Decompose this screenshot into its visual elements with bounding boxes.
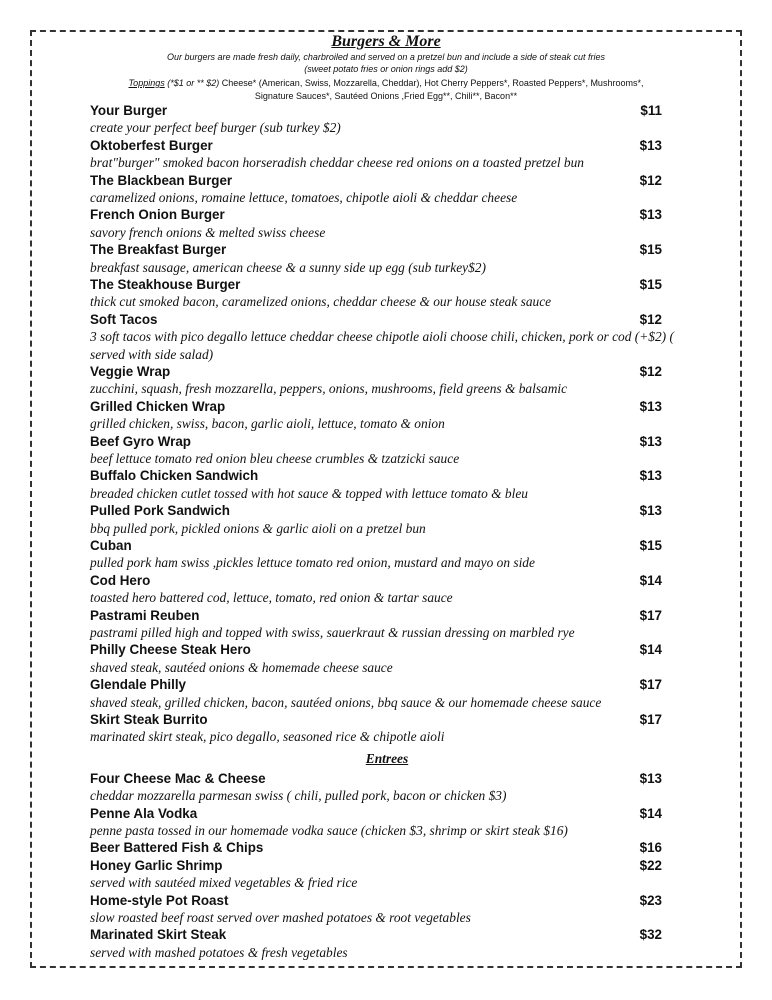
menu-item-description: brat"burger" smoked bacon horseradish cheddar cheese red onions on a toasted pretzel bun <box>90 155 584 171</box>
menu-item-name: Philly Cheese Steak Hero <box>90 642 251 658</box>
menu-item-description: shaved steak, grilled chicken, bacon, sautéed onions, bbq sauce & our homemade cheese sauce <box>90 694 602 710</box>
toppings-line2: Signature Sauces*, Sautéed Onions ,Fried Egg**, Chili**, Bacon** <box>254 91 518 101</box>
menu-item-price: $13 <box>639 137 662 153</box>
menu-item-description: shaved steak, sautéed onions & homemade cheese sauce <box>90 659 393 675</box>
menu-item-name: Oktoberfest Burger <box>90 137 213 153</box>
toppings-price-note: (*$1 or ** $2) <box>167 78 220 88</box>
section-title-entrees: Entrees <box>365 750 409 766</box>
menu-item <box>90 137 690 172</box>
menu-item-name: Your Burger <box>90 103 168 118</box>
menu-item-name: Skirt Steak Burrito <box>90 711 208 727</box>
menu-item-price: $13 <box>639 503 662 519</box>
menu-item-name: Four Cheese Mac & Cheese <box>90 770 266 786</box>
menu-item-name: The Steakhouse Burger <box>90 276 241 292</box>
menu-item-name: Cod Hero <box>90 572 151 588</box>
menu-item-name: Honey Garlic Shrimp <box>90 857 223 873</box>
menu-item-description: marinated skirt steak, pico degallo, seasoned rice & chipotle aioli <box>90 729 445 745</box>
menu-item-price: $15 <box>639 242 662 258</box>
menu-item <box>90 433 690 468</box>
menu-item <box>90 363 690 398</box>
menu-item-description: pastrami pilled high and topped with swiss, sauerkraut & russian dressing on marbled rye <box>90 624 575 640</box>
menu-item <box>90 805 690 840</box>
menu-item-price: $16 <box>639 840 662 856</box>
toppings-line1 <box>32 77 740 90</box>
menu-item <box>90 172 690 207</box>
menu-item-price: $11 <box>640 103 662 118</box>
menu-item-description: pulled pork ham swiss ,pickles lettuce tomato red onion, mustard and mayo on side <box>90 555 535 571</box>
menu-item-description: grilled chicken, swiss, bacon, garlic aioli, lettuce, tomato & onion <box>90 416 445 432</box>
menu-item-name: Glendale Philly <box>90 677 186 693</box>
menu-item <box>90 857 690 892</box>
menu-item <box>90 770 690 805</box>
menu-item-price: $12 <box>639 172 662 188</box>
menu-item-description: served with mashed potatoes & fresh vegetables <box>90 944 348 960</box>
menu-item <box>90 892 690 927</box>
menu-list <box>90 102 690 961</box>
section-title-burgers: Burgers & More <box>331 33 441 50</box>
menu-item <box>90 676 690 711</box>
menu-item-price: $14 <box>639 572 662 588</box>
menu-item <box>90 537 690 572</box>
menu-item-name: French Onion Burger <box>90 207 225 223</box>
menu-item-description: served with sautéed mixed vegetables & fried rice <box>90 875 358 891</box>
menu-item-name: Pastrami Reuben <box>90 607 200 623</box>
menu-item-description: breaded chicken cutlet tossed with hot sauce & topped with lettuce tomato & bleu <box>90 485 528 501</box>
menu-item <box>90 839 690 856</box>
burger-note-line1: Our burgers are made fresh daily, charbroiled and served on a pretzel bun and include a side of steak cut fries <box>166 52 606 62</box>
menu-item-price: $17 <box>639 607 662 623</box>
menu-item-description: beef lettuce tomato red onion bleu cheese crumbles & tzatzicki sauce <box>90 450 460 466</box>
menu-item <box>90 641 690 676</box>
menu-item-price: $15 <box>639 276 662 292</box>
menu-item <box>90 711 690 746</box>
menu-item-price: $15 <box>639 537 662 553</box>
menu-item <box>90 102 690 137</box>
menu-item <box>90 926 690 961</box>
menu-item <box>90 607 690 642</box>
menu-item-name: The Blackbean Burger <box>90 172 233 188</box>
menu-item-price: $17 <box>639 711 662 727</box>
menu-header <box>32 32 740 103</box>
menu-item-description: caramelized onions, romaine lettuce, tomatoes, chipotle aioli & cheddar cheese <box>90 189 518 205</box>
menu-item-name: Marinated Skirt Steak <box>90 927 227 943</box>
menu-item <box>90 467 690 502</box>
menu-item-name: Buffalo Chicken Sandwich <box>90 468 259 484</box>
menu-item-name: Grilled Chicken Wrap <box>90 398 226 414</box>
menu-item <box>90 502 690 537</box>
menu-item-name: Penne Ala Vodka <box>90 805 198 821</box>
menu-item <box>90 276 690 311</box>
menu-item-name: The Breakfast Burger <box>90 242 227 258</box>
menu-item-price: $32 <box>639 927 662 943</box>
menu-item-price: $13 <box>639 207 662 223</box>
menu-item-price: $13 <box>639 468 662 484</box>
menu-item <box>90 572 690 607</box>
menu-item-description: savory french onions & melted swiss cheese <box>90 224 326 240</box>
menu-item-name: Cuban <box>90 537 132 553</box>
menu-item-description: bbq pulled pork, pickled onions & garlic aioli on a pretzel bun <box>90 520 426 536</box>
menu-item-name: Home-style Pot Roast <box>90 892 229 908</box>
burgers-section <box>90 102 690 746</box>
menu-item-price: $17 <box>639 677 662 693</box>
menu-item-price: $14 <box>639 642 662 658</box>
burger-note-line2: (sweet potato fries or onion rings add $2) <box>304 64 468 74</box>
menu-item-description: breakfast sausage, american cheese & a sunny side up egg (sub turkey$2) <box>90 259 486 275</box>
menu-item-description: toasted hero battered cod, lettuce, tomato, red onion & tartar sauce <box>90 590 453 606</box>
menu-item <box>90 398 690 433</box>
menu-item-price: $14 <box>639 805 662 821</box>
toppings-list-1: Cheese* (American, Swiss, Mozzarella, Cheddar), Hot Cherry Peppers*, Roasted Peppers*, Mushrooms*, <box>221 78 644 88</box>
menu-item-name: Beer Battered Fish & Chips <box>90 840 264 856</box>
menu-item-description: penne pasta tossed in our homemade vodka sauce (chicken $3, shrimp or skirt steak $16) <box>90 822 568 838</box>
entrees-section <box>90 770 690 961</box>
menu-item-description: slow roasted beef roast served over mashed potatoes & root vegetables <box>90 909 471 925</box>
menu-item-price: $13 <box>639 433 662 449</box>
toppings-label: Toppings <box>128 78 165 88</box>
menu-item-name: Pulled Pork Sandwich <box>90 503 230 519</box>
menu-item <box>90 206 690 241</box>
menu-item-name: Veggie Wrap <box>90 363 171 379</box>
menu-item <box>90 241 690 276</box>
menu-item-price: $23 <box>639 892 662 908</box>
menu-item <box>90 311 690 363</box>
menu-item-price: $22 <box>639 857 662 873</box>
menu-item-price: $12 <box>639 363 662 379</box>
menu-item-price: $13 <box>639 398 662 414</box>
menu-item-price: $12 <box>639 311 662 327</box>
menu-item-description: cheddar mozzarella parmesan swiss ( chili, pulled pork, bacon or chicken $3) <box>90 788 507 804</box>
menu-item-price: $13 <box>639 770 662 786</box>
menu-item-description: create your perfect beef burger (sub turkey $2) <box>90 120 341 136</box>
menu-item-name: Beef Gyro Wrap <box>90 433 191 449</box>
menu-item-description: zucchini, squash, fresh mozzarella, peppers, onions, mushrooms, field greens & balsamic <box>90 381 568 397</box>
menu-item-name: Soft Tacos <box>90 311 158 327</box>
menu-item-description: thick cut smoked bacon, caramelized onions, cheddar cheese & our house steak sauce <box>90 294 552 310</box>
menu-item-description: 3 soft tacos with pico degallo lettuce cheddar cheese chipotle aioli choose chili, chicken, pork or cod (+$2) ( served with side salad) <box>90 329 674 362</box>
